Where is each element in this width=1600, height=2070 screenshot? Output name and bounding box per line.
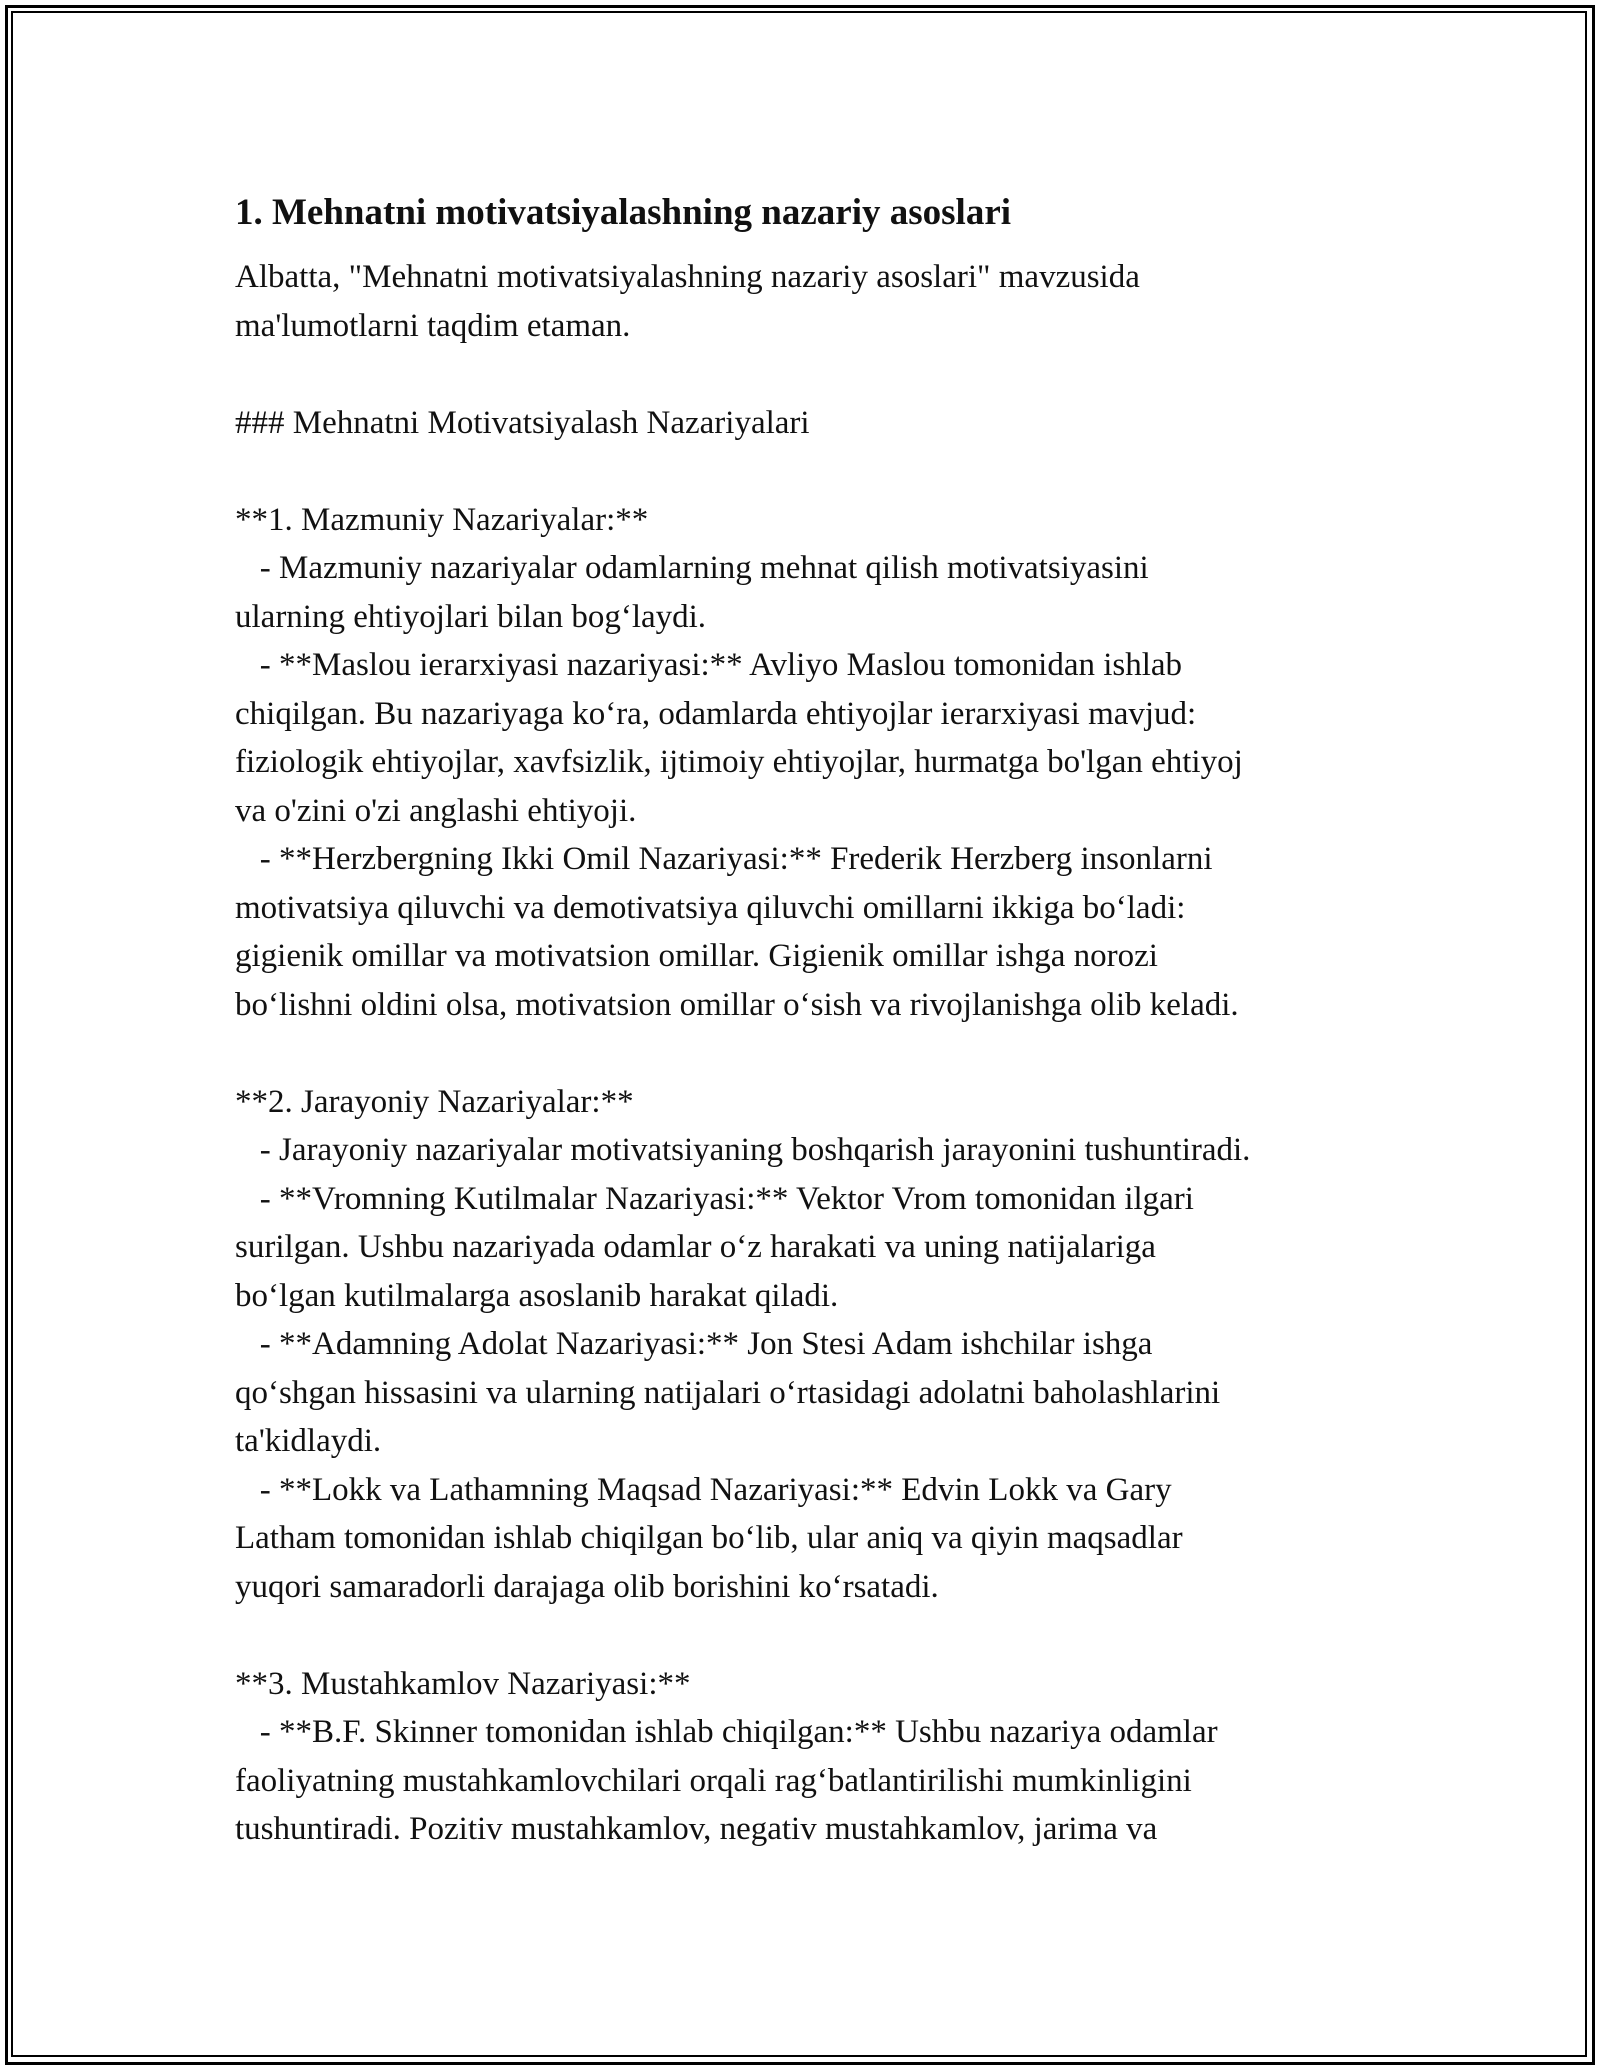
document-page [235, 185, 1375, 1854]
document-body-text: Albatta, "Mehnatni motivatsiyalashning nazariy asoslari" mavzusida ma'lumotlarni taqdim etaman. ### Mehnatni Motivatsiyalash Nazariyalari **1. Mazmuniy Nazariyalar:** - Mazmuniy nazariyalar odamlarning mehnat qilish motivatsiyasini ularning ehtiyojlari bilan bog‘laydi. - **Maslou ierarxiyasi nazariyasi:** Avliyo Maslou tomonidan ishlab chiqilgan. Bu nazariyaga ko‘ra, odamlarda ehtiyojlar ierarxiyasi mavjud: fiziologik ehtiyojlar, xavfsizlik, ijtimoiy ehtiyojlar, hurmatga bo'lgan ehtiyoj va o'zini o'zi anglashi ehtiyoji. - **Herzbergning Ikki Omil Nazariyasi:** Frederik Herzberg insonlarni motivatsiya qiluvchi va demotivatsiya qiluvchi omillarni ikkiga bo‘ladi: gigienik omillar va motivatsion omillar. Gigienik omillar ishga norozi bo‘lishni oldini olsa, motivatsion omillar o‘sish va rivojlanishga olib keladi. **2. Jarayoniy Nazariyalar:** - Jarayoniy nazariyalar motivatsiyaning boshqarish jarayonini tushuntiradi. - **Vromning Kutilmalar Nazariyasi:** Vektor Vrom tomonidan ilgari surilgan. Ushbu nazariyada odamlar o‘z harakati va uning natijalariga bo‘lgan kutilmalarga asoslanib harakat qiladi. - **Adamning Adolat Nazariyasi:** Jon Stesi Adam ishchilar ishga qo‘shgan hissasini va ularning natijalari o‘rtasidagi adolatni baholashlarini ta'kidlaydi. - **Lokk va Lathamning Maqsad Nazariyasi:** Edvin Lokk va Gary Latham tomonidan ishlab chiqilgan bo‘lib, ular aniq va qiyin maqsadlar yuqori samaradorli darajaga olib borishini ko‘rsatadi. **3. Mustahkamlov Nazariyasi:** - **B.F. Skinner tomonidan ishlab chiqilgan:** Ushbu nazariya odamlar faoliyatning mustahkamlovchilari orqali rag‘batlantirilishi mumkinligini tushuntiradi. Pozitiv mustahkamlov, negativ mustahkamlov, jarima va [235, 259, 1251, 1847]
document-heading: 1. Mehnatni motivatsiyalashning nazariy asoslari [235, 192, 1012, 233]
